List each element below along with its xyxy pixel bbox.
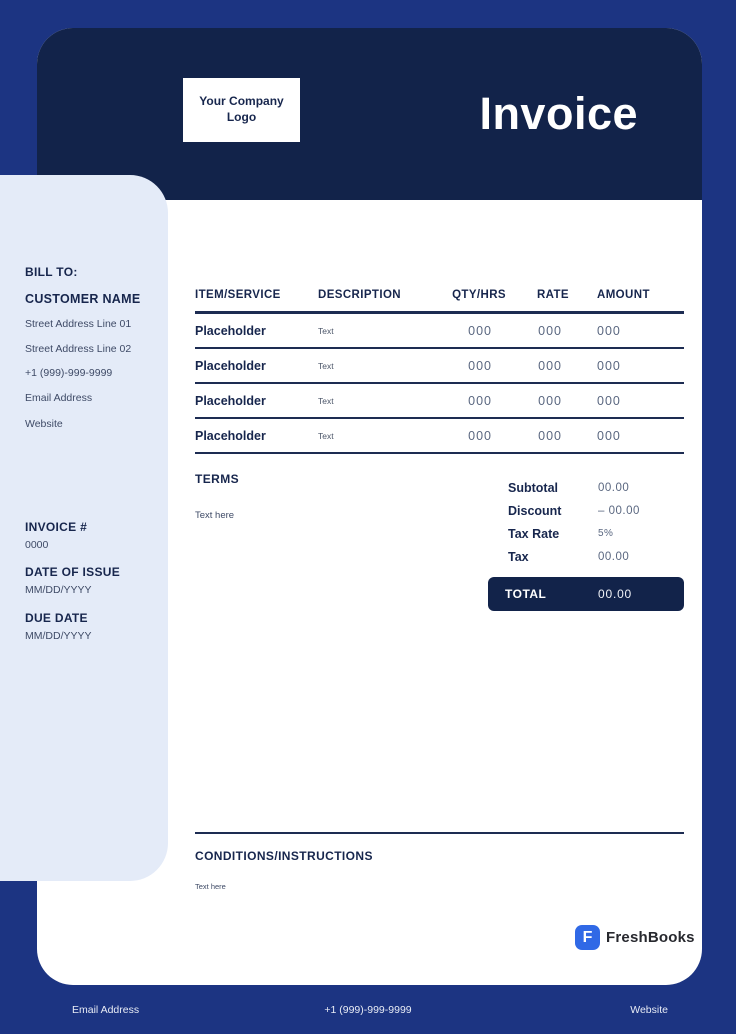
freshbooks-logo <box>575 925 695 950</box>
total-label: TOTAL <box>505 587 547 601</box>
tax-rate-label: Tax Rate <box>508 526 560 541</box>
description-cell: Text <box>318 325 334 336</box>
tax-row <box>508 545 704 568</box>
address-line-2: Street Address Line 02 <box>25 343 132 355</box>
discount-label: Discount <box>508 503 562 518</box>
footer-phone: +1 (999)-999-9999 <box>324 1004 412 1016</box>
customer-website: Website <box>25 418 63 430</box>
conditions-text: Text here <box>195 882 226 891</box>
tax-label: Tax <box>508 549 529 564</box>
amount-cell: 000 <box>597 358 621 373</box>
description-cell: Text <box>318 360 334 371</box>
subtotal-value: 00.00 <box>598 481 630 494</box>
rate-cell: 000 <box>538 323 562 338</box>
address-line-1: Street Address Line 01 <box>25 318 132 330</box>
conditions-label: CONDITIONS/INSTRUCTIONS <box>195 849 373 863</box>
footer-website: Website <box>630 1004 668 1016</box>
invoice-header <box>37 28 702 200</box>
item-name-cell: Placeholder <box>195 323 266 338</box>
invoice-title: Invoice <box>479 88 638 139</box>
qty-cell: 000 <box>468 358 492 373</box>
qty-cell: 000 <box>468 428 492 443</box>
column-header-qty-hrs: QTY/HRS <box>452 289 506 301</box>
column-header-amount: AMOUNT <box>597 289 650 301</box>
invoice-number-label: INVOICE # <box>25 520 88 534</box>
column-header-rate: RATE <box>536 289 569 301</box>
subtotal-label: Subtotal <box>508 480 558 495</box>
table-row <box>195 314 684 349</box>
terms-label: TERMS <box>195 472 239 486</box>
freshbooks-wordmark: FreshBooks <box>606 929 695 946</box>
discount-value: – 00.00 <box>598 504 640 517</box>
bill-to-label: BILL TO: <box>25 265 78 279</box>
item-name-cell: Placeholder <box>195 393 266 408</box>
company-logo-placeholder <box>183 78 300 142</box>
subtotal-row <box>508 476 704 499</box>
freshbooks-icon: F <box>575 925 600 950</box>
totals-section <box>508 476 704 568</box>
customer-phone: +1 (999)-999-9999 <box>25 367 113 379</box>
rate-cell: 000 <box>538 428 562 443</box>
table-header-row <box>195 288 684 314</box>
description-cell: Text <box>318 395 334 406</box>
customer-name: CUSTOMER NAME <box>25 292 141 306</box>
table-row <box>195 349 684 384</box>
description-cell: Text <box>318 430 334 441</box>
due-date-label: DUE DATE <box>25 611 88 625</box>
column-header-item-service: ITEM/SERVICE <box>195 289 281 301</box>
tax-rate-row <box>508 522 704 545</box>
date-of-issue-label: DATE OF ISSUE <box>25 565 121 579</box>
total-bar <box>488 577 684 611</box>
amount-cell: 000 <box>597 323 621 338</box>
column-header-description: DESCRIPTION <box>318 289 401 301</box>
amount-cell: 000 <box>597 393 621 408</box>
customer-email: Email Address <box>25 392 93 404</box>
item-name-cell: Placeholder <box>195 428 266 443</box>
footer-email: Email Address <box>72 1004 140 1016</box>
date-of-issue-value: MM/DD/YYYY <box>25 584 92 596</box>
items-table <box>195 288 684 454</box>
rate-cell: 000 <box>538 358 562 373</box>
tax-rate-value: 5% <box>598 528 614 539</box>
table-row <box>195 384 684 419</box>
billing-sidebar <box>0 175 168 881</box>
company-logo-text: Your Company Logo <box>199 94 284 124</box>
item-name-cell: Placeholder <box>195 358 266 373</box>
terms-text: Text here <box>195 510 235 521</box>
conditions-divider <box>195 832 684 834</box>
amount-cell: 000 <box>597 428 621 443</box>
due-date-value: MM/DD/YYYY <box>25 630 92 642</box>
total-value: 00.00 <box>598 587 633 601</box>
qty-cell: 000 <box>468 393 492 408</box>
discount-row <box>508 499 704 522</box>
tax-value: 00.00 <box>598 550 630 563</box>
rate-cell: 000 <box>538 393 562 408</box>
table-row <box>195 419 684 454</box>
invoice-number-value: 0000 <box>25 539 49 551</box>
qty-cell: 000 <box>468 323 492 338</box>
